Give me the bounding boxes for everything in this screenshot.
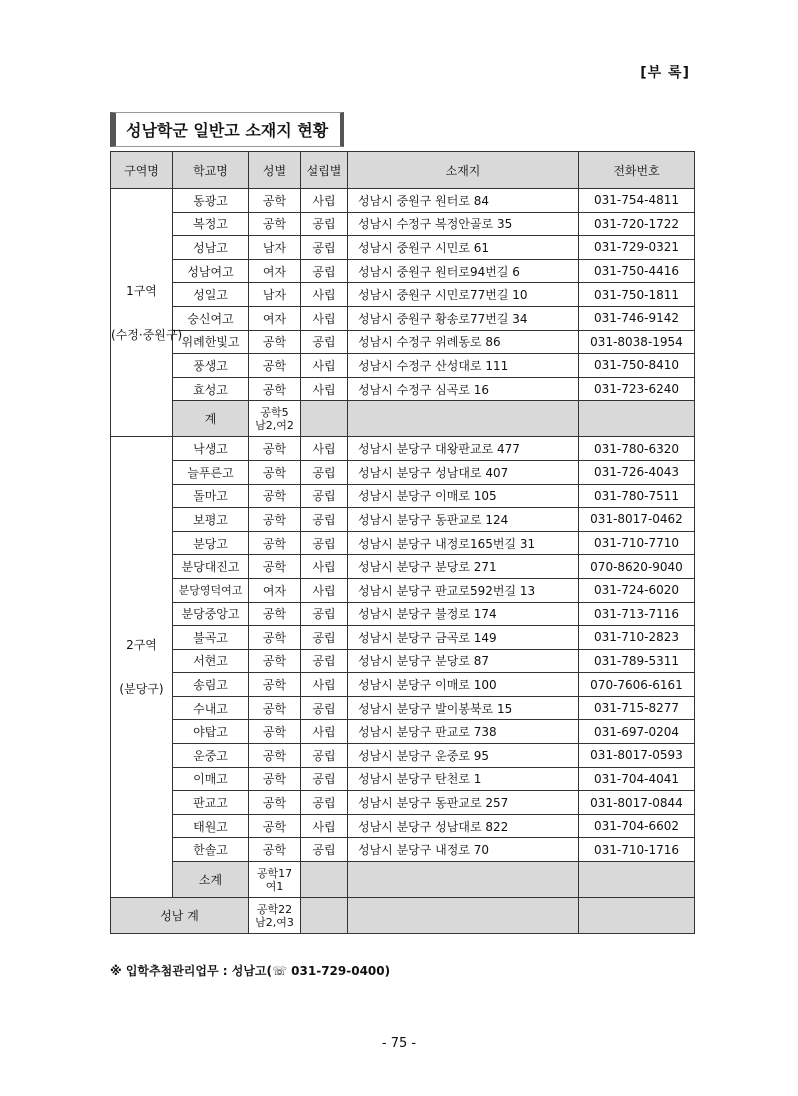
school-name-cell: 풍생고 xyxy=(173,354,249,378)
phone-cell: 031-704-6602 xyxy=(579,814,695,838)
address-cell: 성남시 분당구 이매로 100 xyxy=(348,673,579,697)
table-row xyxy=(111,555,695,579)
phone-cell: 031-723-6240 xyxy=(579,377,695,401)
founding-cell: 사립 xyxy=(301,720,348,744)
gender-cell: 공학 xyxy=(249,555,301,579)
empty-cell xyxy=(301,401,348,437)
founding-cell: 사립 xyxy=(301,354,348,378)
table-row xyxy=(111,460,695,484)
table-row xyxy=(111,437,695,461)
phone-cell: 031-729-0321 xyxy=(579,236,695,260)
empty-cell xyxy=(348,898,579,934)
school-name-cell: 판교고 xyxy=(173,791,249,815)
phone-cell: 031-724-6020 xyxy=(579,578,695,602)
empty-cell xyxy=(579,862,695,898)
table-row xyxy=(111,626,695,650)
empty-cell xyxy=(579,898,695,934)
table-row xyxy=(111,791,695,815)
gender-cell: 공학 xyxy=(249,377,301,401)
address-cell: 성남시 분당구 이매로 105 xyxy=(348,484,579,508)
table-row xyxy=(111,306,695,330)
address-cell: 성남시 수정구 위례동로 86 xyxy=(348,330,579,354)
phone-cell: 031-713-7116 xyxy=(579,602,695,626)
address-cell: 성남시 중원구 원터로 84 xyxy=(348,189,579,213)
address-cell: 성남시 중원구 시민로 61 xyxy=(348,236,579,260)
gender-cell: 공학 xyxy=(249,531,301,555)
phone-cell: 031-780-7511 xyxy=(579,484,695,508)
school-name-cell: 한솔고 xyxy=(173,838,249,862)
phone-cell: 031-750-8410 xyxy=(579,354,695,378)
school-name-cell: 복정고 xyxy=(173,212,249,236)
gender-cell: 공학 xyxy=(249,330,301,354)
address-cell: 성남시 분당구 금곡로 149 xyxy=(348,626,579,650)
phone-cell: 031-8017-0593 xyxy=(579,744,695,768)
table-row xyxy=(111,508,695,532)
table-row xyxy=(111,259,695,283)
address-cell: 성남시 분당구 탄천로 1 xyxy=(348,767,579,791)
gender-cell: 여자 xyxy=(249,578,301,602)
founding-cell: 공립 xyxy=(301,212,348,236)
address-cell: 성남시 분당구 내정로 70 xyxy=(348,838,579,862)
table-row xyxy=(111,330,695,354)
phone-cell: 031-710-7710 xyxy=(579,531,695,555)
gender-cell: 공학 xyxy=(249,791,301,815)
founding-cell: 공립 xyxy=(301,649,348,673)
school-name-cell: 분당대진고 xyxy=(173,555,249,579)
founding-cell: 공립 xyxy=(301,767,348,791)
gender-cell: 공학 xyxy=(249,437,301,461)
phone-cell: 031-750-4416 xyxy=(579,259,695,283)
region-cell xyxy=(111,189,183,437)
address-cell: 성남시 분당구 분당로 271 xyxy=(348,555,579,579)
phone-cell: 031-8038-1954 xyxy=(579,330,695,354)
gender-cell: 공학 xyxy=(249,720,301,744)
founding-cell: 공립 xyxy=(301,531,348,555)
grand-total-row xyxy=(111,898,695,934)
table-row xyxy=(111,354,695,378)
gender-cell: 공학 xyxy=(249,354,301,378)
grand-total-line1: 공학22 xyxy=(256,902,293,916)
school-name-cell: 성일고 xyxy=(173,283,249,307)
school-name-cell: 송림고 xyxy=(173,673,249,697)
founding-cell: 사립 xyxy=(301,555,348,579)
school-table xyxy=(110,151,695,934)
address-cell: 성남시 분당구 분당로 87 xyxy=(348,649,579,673)
founding-cell: 공립 xyxy=(301,791,348,815)
school-name-cell: 돌마고 xyxy=(173,484,249,508)
address-cell: 성남시 수정구 산성대로 111 xyxy=(348,354,579,378)
table-row xyxy=(111,236,695,260)
subtotal-value-line1: 공학5 xyxy=(260,405,289,419)
phone-cell: 031-720-1722 xyxy=(579,212,695,236)
school-name-cell: 야탑고 xyxy=(173,720,249,744)
address-cell: 성남시 분당구 판교로592번길 13 xyxy=(348,578,579,602)
grand-total-line2: 남2,여3 xyxy=(255,915,294,929)
school-name-cell: 서현고 xyxy=(173,649,249,673)
founding-cell: 공립 xyxy=(301,602,348,626)
founding-cell: 사립 xyxy=(301,306,348,330)
table-row xyxy=(111,696,695,720)
school-name-cell: 분당중앙고 xyxy=(173,602,249,626)
phone-cell: 031-750-1811 xyxy=(579,283,695,307)
page-title: 성남학군 일반고 소재지 현황 xyxy=(110,112,344,147)
address-cell: 성남시 분당구 운중로 95 xyxy=(348,744,579,768)
phone-cell: 031-710-2823 xyxy=(579,626,695,650)
founding-cell: 공립 xyxy=(301,236,348,260)
grand-total-value xyxy=(249,898,301,934)
school-name-cell: 동광고 xyxy=(173,189,249,213)
address-cell: 성남시 분당구 불정로 174 xyxy=(348,602,579,626)
address-cell: 성남시 분당구 성남대로 822 xyxy=(348,814,579,838)
address-cell: 성남시 분당구 대왕판교로 477 xyxy=(348,437,579,461)
gender-cell: 남자 xyxy=(249,236,301,260)
phone-cell: 031-8017-0844 xyxy=(579,791,695,815)
table-row xyxy=(111,578,695,602)
phone-cell: 031-780-6320 xyxy=(579,437,695,461)
school-name-cell: 운중고 xyxy=(173,744,249,768)
footnote: ※ 입학추첨관리업무 : 성남고(☏ 031-729-0400) xyxy=(110,964,391,978)
founding-cell: 사립 xyxy=(301,578,348,602)
table-row xyxy=(111,484,695,508)
header-region: 구역명 xyxy=(111,152,173,189)
header-phone: 전화번호 xyxy=(579,152,695,189)
gender-cell: 공학 xyxy=(249,744,301,768)
subtotal-value-line1: 공학17 xyxy=(256,866,293,880)
page-number: - 75 - xyxy=(381,1036,417,1051)
table-row xyxy=(111,814,695,838)
table-row xyxy=(111,531,695,555)
phone-cell: 031-710-1716 xyxy=(579,838,695,862)
address-cell: 성남시 분당구 성남대로 407 xyxy=(348,460,579,484)
school-name-cell: 불곡고 xyxy=(173,626,249,650)
gender-cell: 공학 xyxy=(249,508,301,532)
founding-cell: 사립 xyxy=(301,189,348,213)
address-cell: 성남시 분당구 동판교로 124 xyxy=(348,508,579,532)
gender-cell: 공학 xyxy=(249,460,301,484)
founding-cell: 공립 xyxy=(301,744,348,768)
phone-cell: 031-715-8277 xyxy=(579,696,695,720)
phone-cell: 031-754-4811 xyxy=(579,189,695,213)
phone-cell: 031-726-4043 xyxy=(579,460,695,484)
address-cell: 성남시 수정구 심곡로 16 xyxy=(348,377,579,401)
address-cell: 성남시 분당구 동판교로 257 xyxy=(348,791,579,815)
empty-cell xyxy=(579,401,695,437)
school-name-cell: 낙생고 xyxy=(173,437,249,461)
founding-cell: 사립 xyxy=(301,437,348,461)
school-name-cell: 숭신여고 xyxy=(173,306,249,330)
table-row xyxy=(111,649,695,673)
gender-cell: 공학 xyxy=(249,767,301,791)
school-name-cell: 분당고 xyxy=(173,531,249,555)
gender-cell: 공학 xyxy=(249,673,301,697)
address-cell: 성남시 분당구 내정로165번길 31 xyxy=(348,531,579,555)
gender-cell: 공학 xyxy=(249,626,301,650)
subtotal-value-line2: 여1 xyxy=(265,879,284,893)
subtotal-label: 계 xyxy=(173,401,249,437)
founding-cell: 공립 xyxy=(301,838,348,862)
founding-cell: 사립 xyxy=(301,377,348,401)
founding-cell: 공립 xyxy=(301,508,348,532)
phone-cell: 031-746-9142 xyxy=(579,306,695,330)
school-name-cell: 효성고 xyxy=(173,377,249,401)
phone-cell: 031-704-4041 xyxy=(579,767,695,791)
grand-total-label: 성남 계 xyxy=(111,898,249,934)
table-row xyxy=(111,673,695,697)
address-cell: 성남시 분당구 발이봉북로 15 xyxy=(348,696,579,720)
school-name-cell: 성남여고 xyxy=(173,259,249,283)
subtotal-row xyxy=(111,862,695,898)
gender-cell: 공학 xyxy=(249,212,301,236)
subtotal-value xyxy=(249,401,301,437)
phone-cell: 070-8620-9040 xyxy=(579,555,695,579)
subtotal-value xyxy=(249,862,301,898)
phone-cell: 031-789-5311 xyxy=(579,649,695,673)
gender-cell: 여자 xyxy=(249,306,301,330)
gender-cell: 공학 xyxy=(249,189,301,213)
header-founding: 설립별 xyxy=(301,152,348,189)
subtotal-label: 소계 xyxy=(173,862,249,898)
subtotal-value-line2: 남2,여2 xyxy=(255,418,294,432)
region-cell xyxy=(111,437,173,898)
founding-cell: 공립 xyxy=(301,696,348,720)
address-cell: 성남시 중원구 시민로77번길 10 xyxy=(348,283,579,307)
school-name-cell: 성남고 xyxy=(173,236,249,260)
appendix-tag: [부 록] xyxy=(640,65,690,81)
table-row xyxy=(111,283,695,307)
school-name-cell: 위례한빛고 xyxy=(173,330,249,354)
gender-cell: 여자 xyxy=(249,259,301,283)
gender-cell: 공학 xyxy=(249,649,301,673)
empty-cell xyxy=(348,401,579,437)
gender-cell: 공학 xyxy=(249,814,301,838)
gender-cell: 공학 xyxy=(249,838,301,862)
gender-cell: 공학 xyxy=(249,696,301,720)
gender-cell: 남자 xyxy=(249,283,301,307)
table-row xyxy=(111,377,695,401)
header-address: 소재지 xyxy=(348,152,579,189)
empty-cell xyxy=(301,862,348,898)
founding-cell: 공립 xyxy=(301,259,348,283)
address-cell: 성남시 중원구 황송로77번길 34 xyxy=(348,306,579,330)
phone-cell: 031-8017-0462 xyxy=(579,508,695,532)
founding-cell: 사립 xyxy=(301,673,348,697)
header-school: 학교명 xyxy=(173,152,249,189)
address-cell: 성남시 중원구 원터로94번길 6 xyxy=(348,259,579,283)
table-row xyxy=(111,212,695,236)
table-row xyxy=(111,720,695,744)
table-row xyxy=(111,602,695,626)
phone-cell: 070-7606-6161 xyxy=(579,673,695,697)
school-name-cell: 이매고 xyxy=(173,767,249,791)
subtotal-row xyxy=(111,401,695,437)
table-row xyxy=(111,744,695,768)
empty-cell xyxy=(301,898,348,934)
school-name-cell: 태원고 xyxy=(173,814,249,838)
region-name: 2구역 xyxy=(126,638,157,653)
school-name-cell: 늘푸른고 xyxy=(173,460,249,484)
table-row xyxy=(111,189,695,213)
table-row xyxy=(111,767,695,791)
gender-cell: 공학 xyxy=(249,602,301,626)
founding-cell: 공립 xyxy=(301,484,348,508)
region-name: 1구역 xyxy=(126,283,157,298)
empty-cell xyxy=(348,862,579,898)
table-header-row xyxy=(111,152,695,189)
founding-cell: 공립 xyxy=(301,460,348,484)
founding-cell: 공립 xyxy=(301,330,348,354)
address-cell: 성남시 분당구 판교로 738 xyxy=(348,720,579,744)
region-spacer xyxy=(111,300,172,326)
phone-cell: 031-697-0204 xyxy=(579,720,695,744)
table-row xyxy=(111,838,695,862)
gender-cell: 공학 xyxy=(249,484,301,508)
founding-cell: 사립 xyxy=(301,283,348,307)
region-sub: (분당구) xyxy=(119,682,164,697)
school-name-cell: 분당영덕여고 xyxy=(173,578,249,602)
founding-cell: 사립 xyxy=(301,814,348,838)
region-spacer xyxy=(111,654,172,680)
region-sub: (수정·중원구) xyxy=(111,327,183,342)
header-gender: 성별 xyxy=(249,152,301,189)
school-name-cell: 보평고 xyxy=(173,508,249,532)
address-cell: 성남시 수정구 복정안골로 35 xyxy=(348,212,579,236)
school-name-cell: 수내고 xyxy=(173,696,249,720)
founding-cell: 공립 xyxy=(301,626,348,650)
